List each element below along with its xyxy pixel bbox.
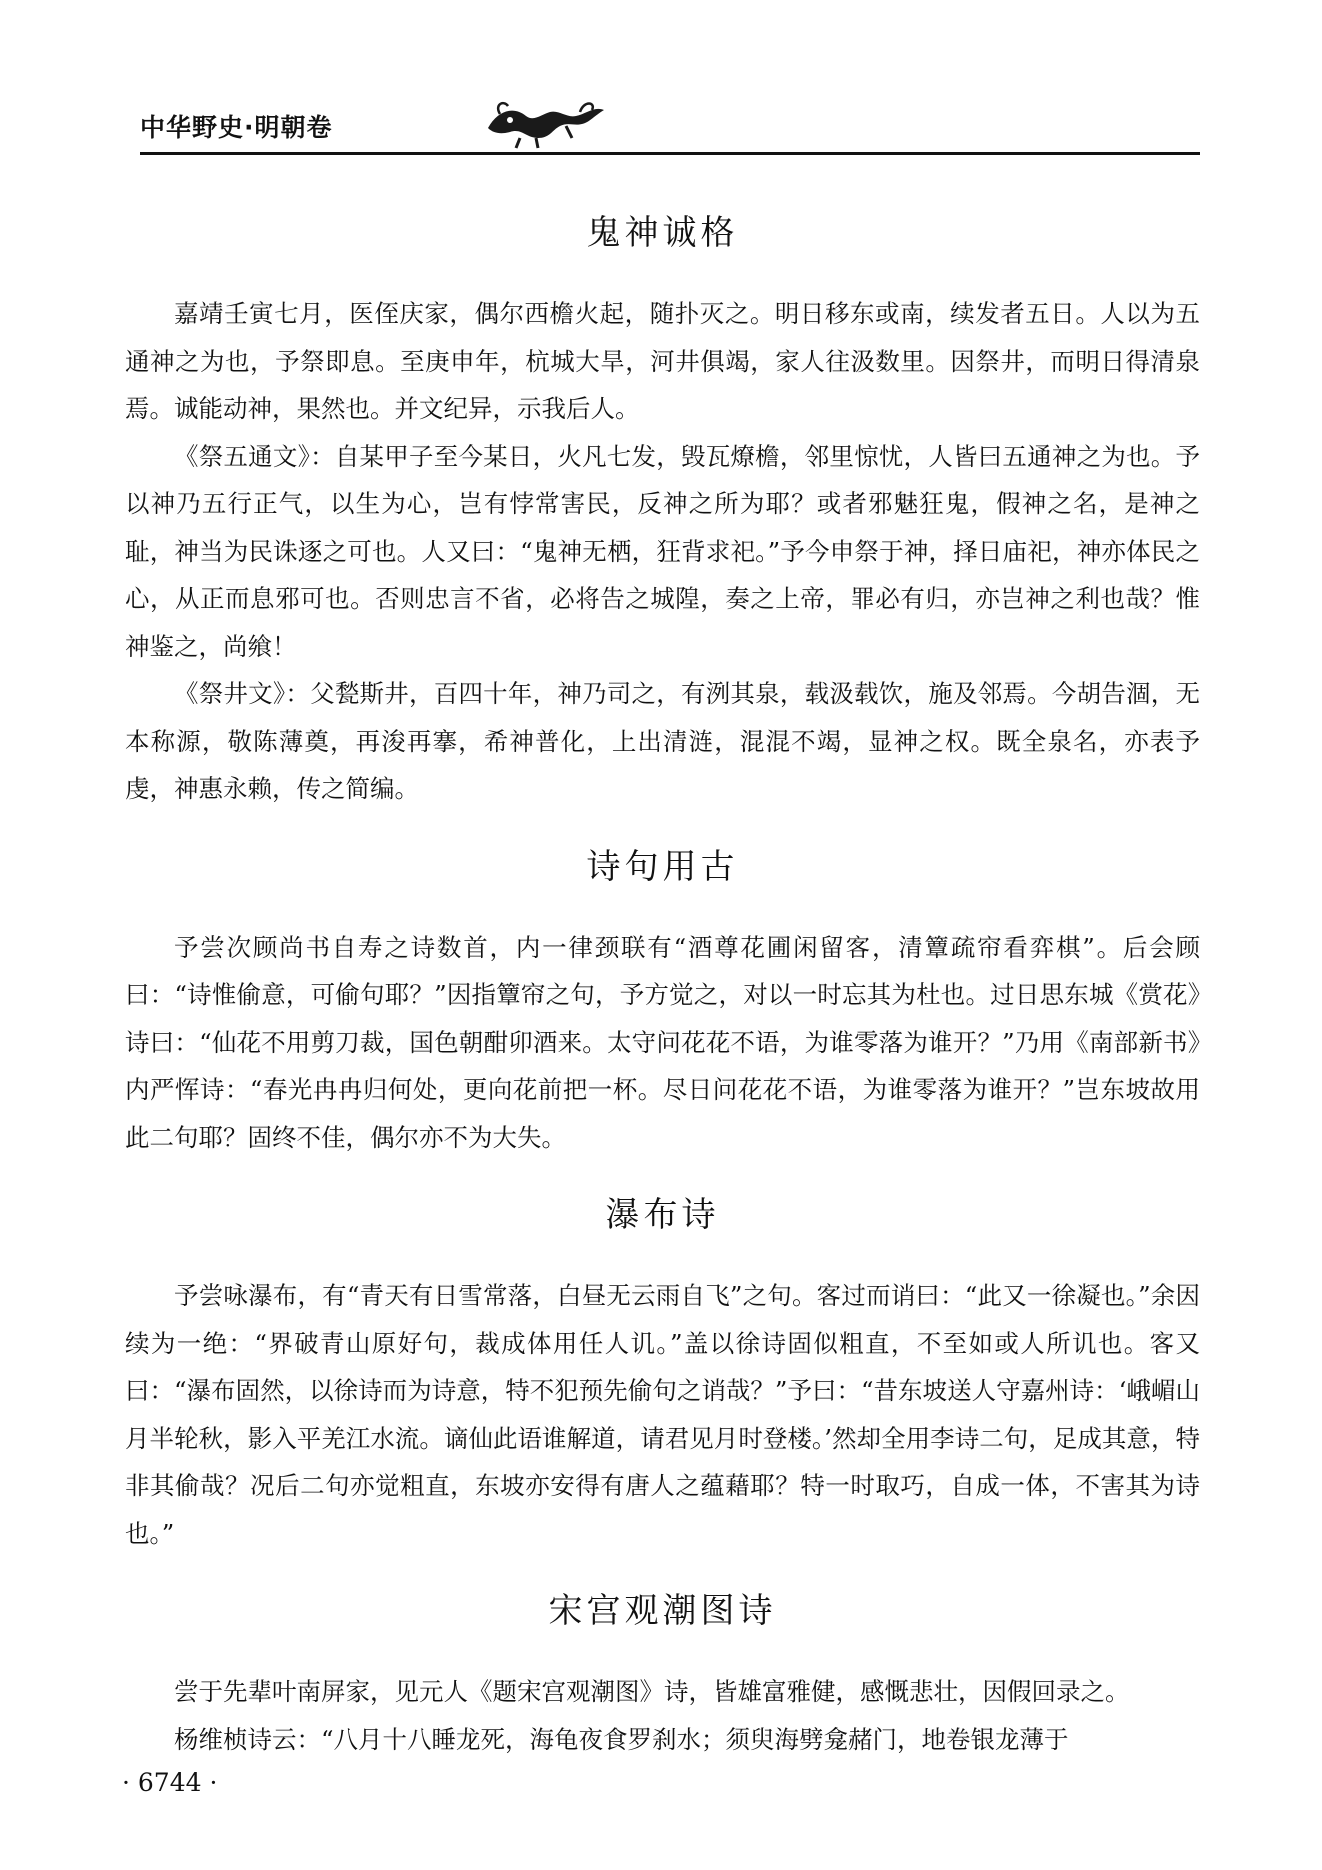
section-shi-ju-yong-gu: [125, 839, 1200, 1162]
section-pu-bu-shi: [125, 1187, 1200, 1557]
page-header: [140, 102, 1200, 162]
paragraph: 嘉靖壬寅七月，医侄庆家，偶尔西檐火起，随扑灭之。明日移东或南，续发者五日。人以为五通神之为也，予祭即息。至庚申年，杭城大旱，河井俱竭，家人往汲数里。因祭井，而明日得清泉焉。诚能动神，果然也。并文纪异，示我后人。: [125, 299, 1200, 423]
section-song-gong-guan-chao-tu-shi: [125, 1583, 1200, 1763]
paragraph: 杨维桢诗云：“八月十八睡龙死，海龟夜食罗刹水；须臾海劈龛赭门，地卷银龙薄于: [174, 1724, 1069, 1754]
paragraph: 《祭井文》：父甃斯井，百四十年，神乃司之，有洌其泉，载汲载饮，施及邻焉。今胡告涸，无本称源，敬陈薄奠，再浚再搴，希神普化，上出清涟，混混不竭，显神之权。既全泉名，亦表予虔，神惠永赖，传之简编。: [125, 679, 1200, 803]
paragraph: 尝于先辈叶南屏家，见元人《题宋宫观潮图》诗，皆雄富雅健，感慨悲壮，因假回录之。: [174, 1677, 1130, 1706]
section-gui-shen-cheng-ge: [125, 205, 1200, 813]
page-content: [125, 205, 1200, 1789]
paragraph: 《祭五通文》：自某甲子至今某日，火凡七发，毁瓦燎檐，邻里惊忧，人皆曰五通神之为也。予以神乃五行正气，以生为心，岂有悖常害民，反神之所为耶？或者邪魅狂鬼，假神之名，是神之耻，神当为民诛逐之可也。人又曰：“鬼神无栖，狂背求祀。”予今申祭于神，择日庙祀，神亦体民之心，从正而息邪可也。否则忠言不省，必将告之城隍，奏之上帝，罪必有归，亦岂神之利也哉？惟神鉴之，尚飨！: [125, 441, 1200, 661]
header-rule: [140, 152, 1200, 155]
dragon-emblem-icon: [480, 94, 610, 150]
page-number: · 6744 ·: [122, 1768, 218, 1797]
section-title: 鬼神诚格: [586, 213, 739, 253]
paragraph: 予尝次顾尚书自寿之诗数首，内一律颈联有“酒尊花圃闲留客，清簟疏帘看弈棋”。后会顾曰：“诗惟偷意，可偷句耶？”因指簟帘之句，予方觉之，对以一时忘其为杜也。过日思东城《赏花》诗曰：“仙花不用剪刀裁，国色朝酣卯酒来。太守问花花不语，为谁零落为谁开？”乃用《南部新书》内严恽诗：“春光冉冉归何处，更向花前把一杯。尽日问花花不语，为谁零落为谁开？”岂东坡故用此二句耶？固终不佳，偶尔亦不为大失。: [125, 932, 1200, 1152]
section-title: 宋宫观潮图诗: [548, 1591, 777, 1631]
paragraph: 予尝咏瀑布，有“青天有日雪常落，白昼无云雨自飞”之句。客过而诮曰：“此又一徐凝也。”余因续为一绝：“界破青山原好句，裁成体用任人讥。”盖以徐诗固似粗直，不至如或人所讥也。客又曰：“瀑布固然，以徐诗而为诗意，特不犯预先偷句之诮哉？”予曰：“昔东坡送人守嘉州诗：‘峨嵋山月半轮秋，影入平羌江水流。谪仙此语谁解道，请君见月时登楼。’然却全用李诗二句，足成其意，特非其偷哉？况后二句亦觉粗直，东坡亦安得有唐人之蕴藉耶？特一时取巧，自成一体，不害其为诗也。”: [125, 1281, 1200, 1548]
section-title: 诗句用古: [586, 846, 739, 887]
book-title: 中华野史·明朝卷: [140, 113, 333, 142]
section-title: 瀑布诗: [605, 1195, 720, 1235]
